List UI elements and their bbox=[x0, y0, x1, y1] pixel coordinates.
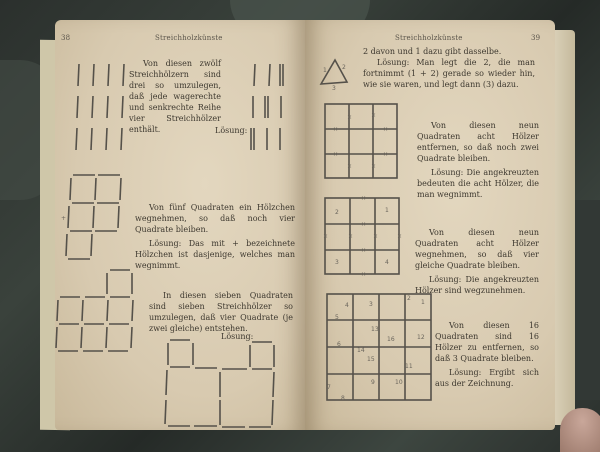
svg-text:3: 3 bbox=[332, 85, 336, 92]
puzzle6-solution: Lösung: Ergibt sich aus der Zeichnung. bbox=[435, 368, 539, 388]
triangle-figure bbox=[317, 58, 357, 92]
svg-text:×: × bbox=[333, 151, 339, 158]
svg-text:10: 10 bbox=[395, 379, 403, 386]
puzzle5-solution: Lösung: Die angekreuzten Hölzer sind wegzunehmen. bbox=[415, 275, 539, 295]
seven-squares-figure bbox=[55, 270, 135, 350]
svg-text:3: 3 bbox=[369, 301, 373, 308]
puzzle5-text: Von diesen neun Quadraten acht Hölzer wegnehmen, so daß vier gleiche Quadrate bleiben. bbox=[415, 228, 539, 270]
puzzle3-text: In diesen sieben Quadraten sind sieben Streichhölzer so umzulegen, daß vier Quadrate (je zwei gleiche) entstehen. bbox=[149, 291, 293, 333]
right-page bbox=[305, 20, 555, 430]
puzzle1-solution-label: Lösung: bbox=[215, 126, 248, 135]
svg-text:×: × bbox=[333, 126, 339, 133]
svg-text:×: × bbox=[347, 114, 353, 121]
twelve-matchsticks-solution bbox=[253, 64, 293, 156]
svg-text:8: 8 bbox=[341, 395, 345, 402]
svg-text:4: 4 bbox=[385, 259, 389, 266]
sixteen-squares-figure bbox=[325, 292, 435, 402]
svg-text:×: × bbox=[373, 233, 379, 240]
svg-text:16: 16 bbox=[387, 336, 395, 343]
svg-text:×: × bbox=[361, 271, 367, 278]
five-squares-figure bbox=[63, 175, 123, 255]
left-page bbox=[55, 20, 305, 430]
thumb bbox=[560, 408, 600, 452]
svg-text:×: × bbox=[348, 233, 354, 240]
svg-text:1: 1 bbox=[421, 299, 425, 306]
svg-text:+: + bbox=[61, 215, 67, 222]
intro-solution: Lösung: Man legt die 2, die man fortnimmt (1 + 2) gerade so wieder hin, wie sie waren, und legt dann (3) dazu. bbox=[363, 58, 535, 89]
puzzle4-text: Von diesen neun Quadraten acht Hölzer entfernen, so daß noch zwei Quadrate bleiben. bbox=[417, 121, 539, 163]
svg-text:2: 2 bbox=[335, 209, 339, 216]
svg-text:×: × bbox=[347, 163, 353, 170]
svg-text:4: 4 bbox=[345, 302, 349, 309]
svg-text:×: × bbox=[361, 221, 367, 228]
running-title: Streichholzkünste bbox=[395, 34, 463, 42]
svg-text:12: 12 bbox=[417, 334, 425, 341]
page-number: 38 bbox=[61, 34, 71, 42]
page-stack-edge bbox=[555, 30, 575, 425]
svg-text:×: × bbox=[383, 126, 389, 133]
nine-squares-figure-a bbox=[323, 102, 403, 182]
svg-text:14: 14 bbox=[357, 347, 365, 354]
puzzle4-solution: Lösung: Die angekreuzten bedeuten die acht Hölzer, die man wegnimmt. bbox=[417, 168, 539, 199]
svg-text:×: × bbox=[383, 151, 389, 158]
intro-text: 2 davon und 1 dazu gibt dasselbe. bbox=[363, 47, 502, 56]
svg-text:3: 3 bbox=[335, 259, 339, 266]
puzzle2-text: Von fünf Quadraten ein Hölzchen wegnehmen, so daß noch vier Quadrate bleiben. bbox=[135, 203, 295, 234]
svg-text:2: 2 bbox=[342, 64, 346, 71]
svg-text:×: × bbox=[371, 163, 377, 170]
puzzle3-solution-label: Lösung: bbox=[221, 332, 254, 341]
svg-text:×: × bbox=[361, 247, 367, 254]
svg-text:×: × bbox=[397, 233, 403, 240]
svg-text:15: 15 bbox=[367, 356, 375, 363]
twelve-matchsticks-figure bbox=[75, 64, 135, 154]
svg-text:11: 11 bbox=[405, 363, 413, 370]
svg-text:2: 2 bbox=[407, 295, 411, 302]
svg-text:×: × bbox=[361, 195, 367, 202]
puzzle2-solution: Lösung: Das mit + bezeichnete Hölzchen ist dasjenige, welches man wegnimmt. bbox=[135, 239, 295, 270]
svg-text:1: 1 bbox=[323, 67, 327, 74]
svg-text:6: 6 bbox=[337, 341, 341, 348]
svg-text:1: 1 bbox=[385, 207, 389, 214]
svg-text:7: 7 bbox=[327, 384, 331, 391]
svg-text:13: 13 bbox=[371, 326, 379, 333]
svg-text:×: × bbox=[371, 112, 377, 119]
svg-text:5: 5 bbox=[335, 314, 339, 321]
page-number: 39 bbox=[531, 34, 541, 42]
puzzle1-text: Von diesen zwölf Streichhölzern sind drei so umzulegen, daß jede wagerechte und senkrechte Reihe vier Streichhölzer enthält. bbox=[129, 59, 221, 134]
nine-squares-figure-b bbox=[323, 196, 403, 276]
svg-text:×: × bbox=[323, 233, 329, 240]
seven-squares-solution bbox=[165, 340, 275, 430]
svg-text:9: 9 bbox=[371, 379, 375, 386]
running-title: Streichholzkünste bbox=[155, 34, 223, 42]
puzzle6-text: Von diesen 16 Quadraten sind 16 Hölzer zu entfernen, so daß 3 Quadrate bleiben. bbox=[435, 321, 539, 363]
